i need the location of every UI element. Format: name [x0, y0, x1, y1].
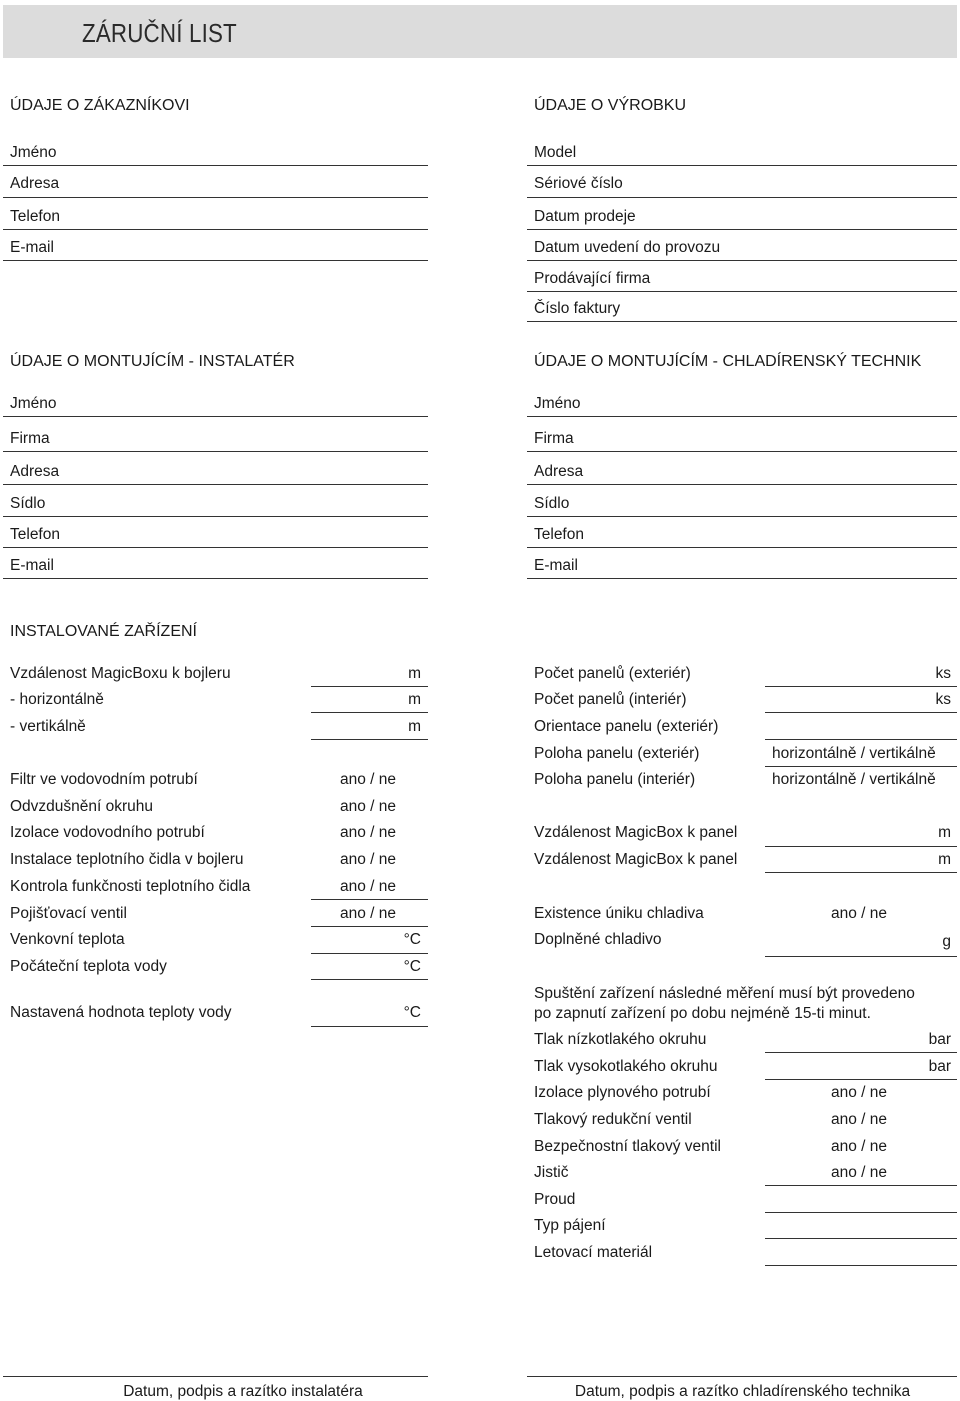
refrigerant-leak-label: Existence úniku chladiva: [534, 905, 704, 922]
panel-position-interior-option[interactable]: horizontálně / vertikálně: [772, 771, 936, 788]
product-model-label: Model: [534, 144, 577, 161]
technician-company-line[interactable]: [527, 451, 957, 452]
installer-name-line[interactable]: [3, 416, 428, 417]
panel-position-exterior-line: [765, 766, 957, 767]
current-label: Proud: [534, 1191, 576, 1208]
water-filter-label: Filtr ve vodovodním potrubí: [10, 771, 198, 788]
customer-email-label: E-mail: [10, 239, 54, 256]
installer-phone-label: Telefon: [10, 526, 60, 543]
product-invoice-label: Číslo faktury: [534, 300, 621, 317]
technician-seat-label: Sídlo: [534, 495, 570, 512]
product-serial-label: Sériové číslo: [534, 175, 623, 192]
initial-water-temp-unit: °C: [403, 958, 421, 975]
panel-distance-1-line[interactable]: [765, 846, 957, 847]
refrigerant-added-line[interactable]: [765, 956, 957, 957]
panel-orientation-line[interactable]: [765, 739, 957, 740]
outdoor-temp-label: Venkovní teplota: [10, 931, 125, 948]
technician-phone-label: Telefon: [534, 526, 584, 543]
safety-pressure-valve-label: Bezpečnostní tlakový ventil: [534, 1138, 721, 1155]
vertical-unit: m: [408, 718, 421, 735]
panel-distance-2-label: Vzdálenost MagicBox k panel: [534, 851, 738, 868]
horizontal-label: - horizontálně: [10, 691, 104, 708]
panel-orientation-label: Orientace panelu (exteriér): [534, 718, 719, 735]
customer-address-line[interactable]: [3, 197, 428, 198]
page-header: [3, 5, 957, 58]
panels-interior-line[interactable]: [765, 712, 957, 713]
panel-position-exterior-option[interactable]: horizontálně / vertikálně: [772, 745, 936, 762]
installer-signature-label: Datum, podpis a razítko instalatéra: [123, 1383, 363, 1400]
panels-exterior-line[interactable]: [765, 686, 957, 687]
customer-name-label: Jméno: [10, 144, 57, 161]
product-seller-line[interactable]: [527, 291, 957, 292]
product-sale-date-label: Datum prodeje: [534, 208, 636, 225]
panels-exterior-label: Počet panelů (exteriér): [534, 665, 691, 682]
high-pressure-line[interactable]: [765, 1079, 957, 1080]
installer-email-line[interactable]: [3, 578, 428, 579]
installer-address-label: Adresa: [10, 463, 60, 480]
vertical-line[interactable]: [311, 739, 428, 740]
sensor-install-label: Instalace teplotního čidla v bojleru: [10, 851, 244, 868]
customer-heading: ÚDAJE O ZÁKAZNÍKOVI: [10, 97, 190, 114]
venting-option[interactable]: ano / ne: [340, 798, 397, 815]
installer-email-label: E-mail: [10, 557, 54, 574]
breaker-option[interactable]: ano / ne: [831, 1164, 888, 1181]
low-pressure-unit: bar: [928, 1031, 951, 1048]
gas-pipe-insulation-option[interactable]: ano / ne: [831, 1084, 888, 1101]
current-line[interactable]: [765, 1212, 957, 1213]
installer-heading: ÚDAJE O MONTUJÍCÍM - INSTALATÉR: [10, 353, 295, 370]
installer-phone-line[interactable]: [3, 547, 428, 548]
technician-seat-line[interactable]: [527, 516, 957, 517]
technician-heading: ÚDAJE O MONTUJÍCÍM - CHLADÍRENSKÝ TECHNIK: [534, 353, 922, 370]
technician-signature-line[interactable]: [527, 1376, 957, 1377]
product-model-line[interactable]: [527, 165, 957, 166]
initial-water-temp-line[interactable]: [311, 979, 428, 980]
product-sale-date-line[interactable]: [527, 229, 957, 230]
water-filter-option[interactable]: ano / ne: [340, 771, 397, 788]
initial-water-temp-label: Počáteční teplota vody: [10, 958, 167, 975]
technician-address-label: Adresa: [534, 463, 584, 480]
outdoor-temp-unit: °C: [403, 931, 421, 948]
customer-name-line[interactable]: [3, 165, 428, 166]
boiler-distance-line[interactable]: [311, 686, 428, 687]
panels-exterior-unit: ks: [935, 665, 951, 682]
technician-address-line[interactable]: [527, 484, 957, 485]
low-pressure-label: Tlak nízkotlakého okruhu: [534, 1031, 707, 1048]
pressure-reducer-label: Tlakový redukční ventil: [534, 1111, 692, 1128]
measurement-note-line-1: Spuštění zařízení následné měření musí být provedeno: [534, 985, 915, 1002]
installer-address-line[interactable]: [3, 484, 428, 485]
refrigerant-leak-option[interactable]: ano / ne: [831, 905, 888, 922]
customer-phone-line[interactable]: [3, 229, 428, 230]
safety-valve-line: [311, 926, 428, 927]
panel-distance-2-line[interactable]: [765, 872, 957, 873]
technician-email-line[interactable]: [527, 578, 957, 579]
low-pressure-line[interactable]: [765, 1052, 957, 1053]
refrigerant-added-label: Doplněné chladivo: [534, 931, 662, 948]
customer-address-label: Adresa: [10, 175, 60, 192]
solder-material-label: Letovací materiál: [534, 1244, 653, 1261]
customer-phone-label: Telefon: [10, 208, 60, 225]
horizontal-line[interactable]: [311, 712, 428, 713]
set-water-temp-unit: °C: [403, 1004, 421, 1021]
safety-valve-option[interactable]: ano / ne: [340, 905, 397, 922]
customer-email-line[interactable]: [3, 260, 428, 261]
panels-interior-label: Počet panelů (interiér): [534, 691, 687, 708]
boiler-distance-label: Vzdálenost MagicBoxu k bojleru: [10, 665, 231, 682]
product-seller-label: Prodávající firma: [534, 270, 651, 287]
boiler-distance-unit: m: [408, 665, 421, 682]
panel-distance-1-label: Vzdálenost MagicBox k panel: [534, 824, 738, 841]
product-heading: ÚDAJE O VÝROBKU: [534, 97, 687, 114]
installer-name-label: Jméno: [10, 395, 57, 412]
product-serial-line[interactable]: [527, 197, 957, 198]
page-title: ZÁRUČNÍ LIST: [82, 18, 237, 48]
pipe-insulation-label: Izolace vodovodního potrubí: [10, 824, 205, 841]
set-water-temp-line[interactable]: [311, 1026, 428, 1027]
technician-phone-line[interactable]: [527, 547, 957, 548]
gas-pipe-insulation-label: Izolace plynového potrubí: [534, 1084, 711, 1101]
technician-name-line[interactable]: [527, 416, 957, 417]
panels-interior-unit: ks: [935, 691, 951, 708]
sensor-check-option[interactable]: ano / ne: [340, 878, 397, 895]
equipment-heading: INSTALOVANÉ ZAŘÍZENÍ: [10, 623, 197, 640]
product-commission-date-label: Datum uvedení do provozu: [534, 239, 721, 256]
breaker-label: Jistič: [534, 1164, 569, 1181]
outdoor-temp-line[interactable]: [311, 953, 428, 954]
sensor-install-option[interactable]: ano / ne: [340, 851, 397, 868]
technician-email-label: E-mail: [534, 557, 578, 574]
product-commission-date-line[interactable]: [527, 260, 957, 261]
panel-distance-2-unit: m: [938, 851, 951, 868]
technician-signature-label: Datum, podpis a razítko chladírenského technika: [574, 1383, 911, 1400]
panel-position-exterior-label: Poloha panelu (exteriér): [534, 745, 700, 762]
technician-company-label: Firma: [534, 430, 574, 447]
set-water-temp-label: Nastavená hodnota teploty vody: [10, 1004, 232, 1021]
measurement-note-line-2: po zapnutí zařízení po dobu nejméně 15-ti minut.: [534, 1005, 871, 1022]
pressure-reducer-option[interactable]: ano / ne: [831, 1111, 888, 1128]
refrigerant-added-unit: g: [942, 933, 951, 950]
panel-distance-1-unit: m: [938, 824, 951, 841]
high-pressure-label: Tlak vysokotlakého okruhu: [534, 1058, 718, 1075]
technician-name-label: Jméno: [534, 395, 581, 412]
installer-company-line[interactable]: [3, 451, 428, 452]
sensor-check-label: Kontrola funkčnosti teplotního čidla: [10, 878, 251, 895]
venting-label: Odvzdušnění okruhu: [10, 798, 154, 815]
high-pressure-unit: bar: [928, 1058, 951, 1075]
soldering-type-label: Typ pájení: [534, 1217, 606, 1234]
breaker-line: [765, 1185, 957, 1186]
installer-signature-line[interactable]: [3, 1376, 428, 1377]
horizontal-unit: m: [408, 691, 421, 708]
installer-company-label: Firma: [10, 430, 50, 447]
installer-seat-label: Sídlo: [10, 495, 46, 512]
safety-valve-label: Pojišťovací ventil: [10, 905, 127, 922]
solder-material-line[interactable]: [765, 1265, 957, 1266]
product-invoice-line[interactable]: [527, 321, 957, 322]
vertical-label: - vertikálně: [10, 718, 86, 735]
pipe-insulation-option[interactable]: ano / ne: [340, 824, 397, 841]
soldering-type-line[interactable]: [765, 1238, 957, 1239]
panel-position-interior-label: Poloha panelu (interiér): [534, 771, 696, 788]
safety-pressure-valve-option[interactable]: ano / ne: [831, 1138, 888, 1155]
sensor-check-line: [311, 899, 428, 900]
installer-seat-line[interactable]: [3, 516, 428, 517]
